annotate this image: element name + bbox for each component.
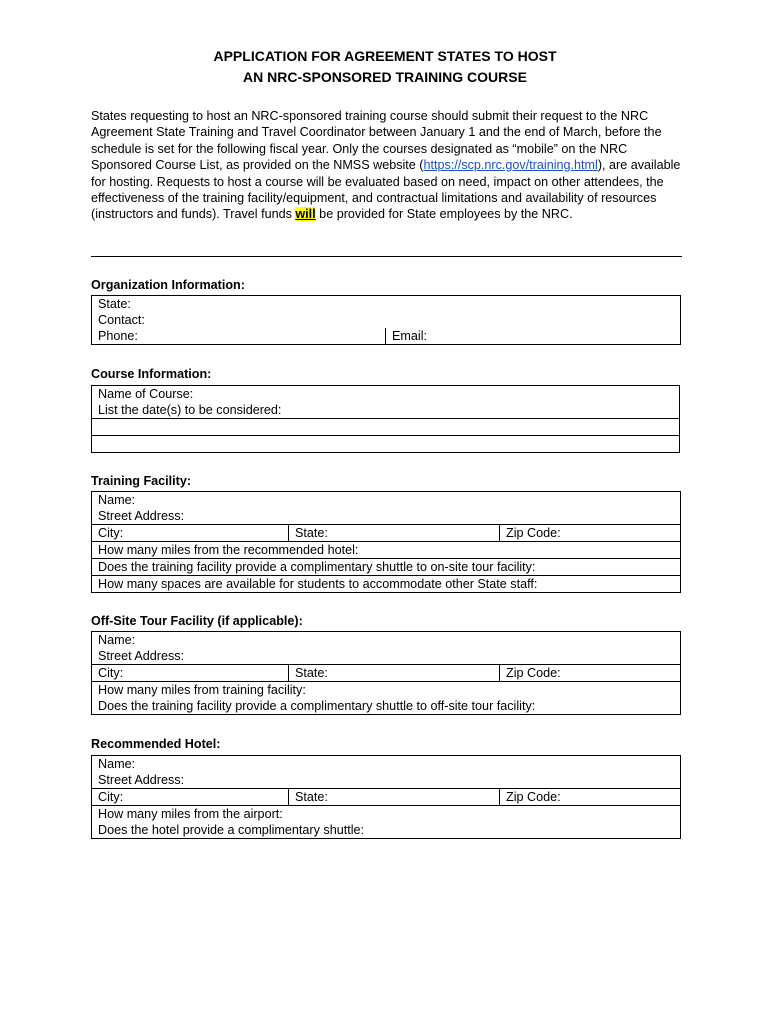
intro-text-3: be provided for State employees by the NRC. bbox=[315, 207, 573, 222]
org-contact-field[interactable]: Contact: bbox=[92, 312, 681, 328]
course-heading: Course Information: bbox=[91, 367, 212, 381]
course-table bbox=[91, 385, 680, 453]
hotel-state-field[interactable]: State: bbox=[289, 789, 500, 806]
hotel-table bbox=[91, 755, 681, 839]
nmss-website-link[interactable]: https://scp.nrc.gov/training.html bbox=[423, 158, 598, 173]
offsite-state-field[interactable]: State: bbox=[289, 665, 500, 682]
org-phone-field[interactable]: Phone: bbox=[92, 328, 386, 345]
training-name-field[interactable]: Name: bbox=[92, 492, 681, 509]
course-name-field[interactable]: Name of Course: bbox=[92, 386, 680, 403]
course-date-blank-2[interactable] bbox=[92, 436, 680, 453]
training-state-field[interactable]: State: bbox=[289, 525, 500, 542]
hotel-zip-field[interactable]: Zip Code: bbox=[500, 789, 681, 806]
offsite-heading: Off-Site Tour Facility (if applicable): bbox=[91, 614, 303, 628]
intro-text-2: ), are available for hosting. Requests to host a course will be evaluated based on need, impact on other attendees, the effectiveness of the training facility/equipment, and contractual limitations and availability of resources (instructors and funds). Travel funds bbox=[91, 158, 681, 222]
divider-line bbox=[91, 256, 682, 257]
offsite-city-field[interactable]: City: bbox=[92, 665, 289, 682]
intro-text-1: States requesting to host an NRC-sponsored training course should submit their request to the NRC Agreement State Training and Travel Coordinator between January 1 and the end of March, before the schedule is set for the following fiscal year. Only the courses designated as “mobile” on the NRC Sponsored Course List, as provided on the NMSS website ( bbox=[91, 109, 662, 173]
hotel-name-field[interactable]: Name: bbox=[92, 756, 681, 773]
org-email-field[interactable]: Email: bbox=[386, 328, 681, 345]
offsite-table bbox=[91, 631, 681, 715]
course-dates-field[interactable]: List the date(s) to be considered: bbox=[92, 402, 680, 419]
document-title bbox=[0, 46, 770, 88]
training-heading: Training Facility: bbox=[91, 474, 192, 488]
training-shuttle-field[interactable]: Does the training facility provide a complimentary shuttle to on-site tour facility: bbox=[92, 559, 681, 576]
training-zip-field[interactable]: Zip Code: bbox=[500, 525, 681, 542]
offsite-shuttle-field[interactable]: Does the training facility provide a complimentary shuttle to off-site tour facility: bbox=[92, 698, 681, 715]
hotel-shuttle-field[interactable]: Does the hotel provide a complimentary shuttle: bbox=[92, 822, 681, 839]
title-line-2: AN NRC-SPONSORED TRAINING COURSE bbox=[243, 69, 527, 85]
organization-heading: Organization Information: bbox=[91, 278, 245, 292]
hotel-miles-field[interactable]: How many miles from the airport: bbox=[92, 806, 681, 823]
organization-table bbox=[91, 295, 681, 345]
training-street-field[interactable]: Street Address: bbox=[92, 508, 681, 525]
hotel-heading: Recommended Hotel: bbox=[91, 737, 221, 751]
highlighted-will: will bbox=[295, 207, 316, 222]
course-date-blank-1[interactable] bbox=[92, 419, 680, 436]
training-miles-field[interactable]: How many miles from the recommended hotel: bbox=[92, 542, 681, 559]
training-table bbox=[91, 491, 681, 593]
training-spaces-field[interactable]: How many spaces are available for students to accommodate other State staff: bbox=[92, 576, 681, 593]
intro-paragraph bbox=[91, 108, 681, 223]
hotel-street-field[interactable]: Street Address: bbox=[92, 772, 681, 789]
title-line-1: APPLICATION FOR AGREEMENT STATES TO HOST bbox=[213, 48, 557, 64]
offsite-street-field[interactable]: Street Address: bbox=[92, 648, 681, 665]
training-city-field[interactable]: City: bbox=[92, 525, 289, 542]
offsite-miles-field[interactable]: How many miles from training facility: bbox=[92, 682, 681, 699]
offsite-zip-field[interactable]: Zip Code: bbox=[500, 665, 681, 682]
org-state-field[interactable]: State: bbox=[92, 296, 681, 313]
hotel-city-field[interactable]: City: bbox=[92, 789, 289, 806]
offsite-name-field[interactable]: Name: bbox=[92, 632, 681, 649]
